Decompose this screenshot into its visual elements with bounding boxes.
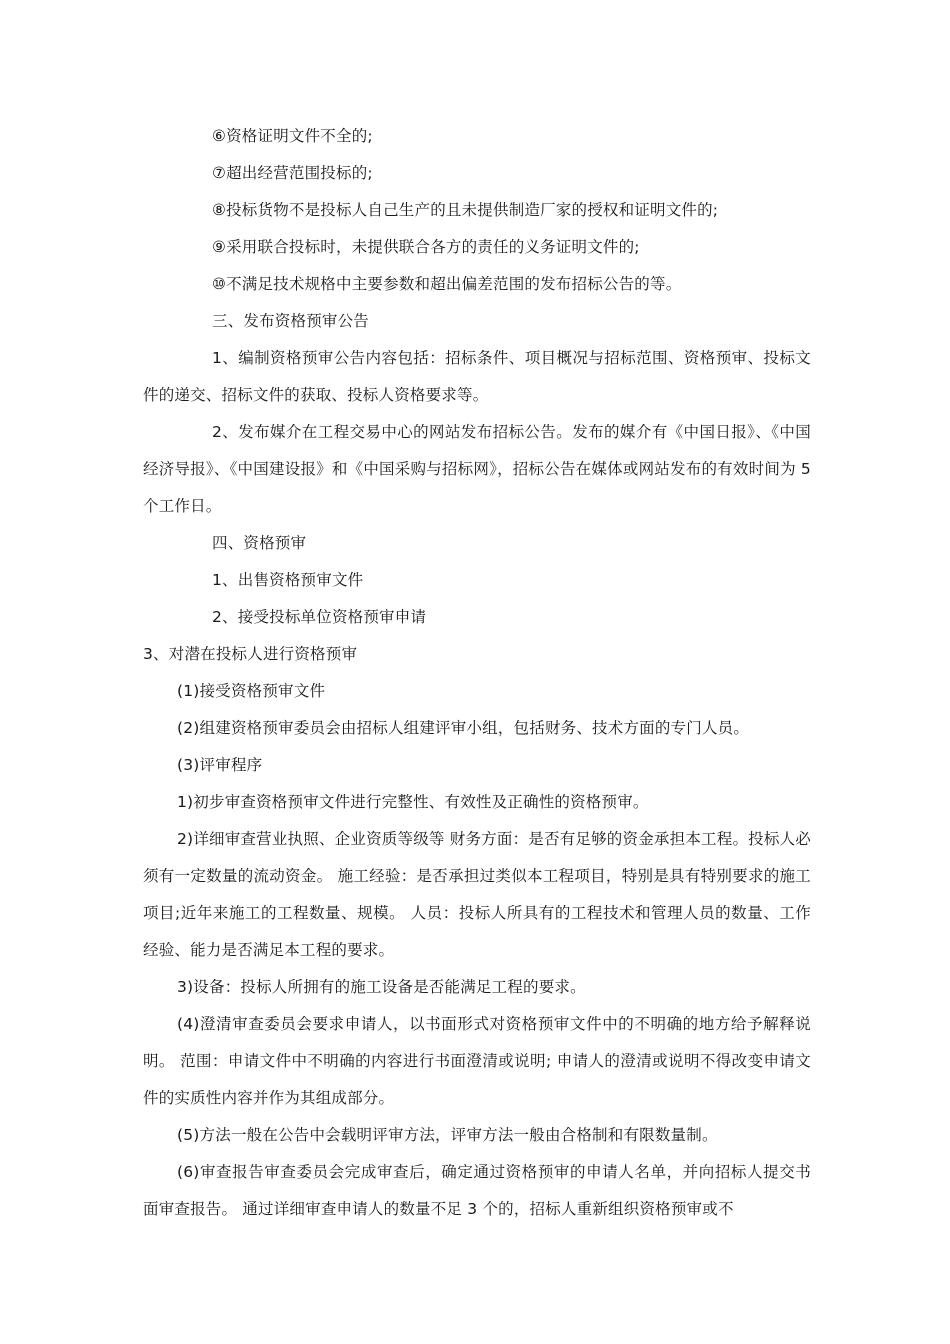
list-item-10: ⑩不满足技术规格中主要参数和超出偏差范围的发布招标公告的等。: [212, 275, 682, 293]
list-item-7: ⑦超出经营范围投标的;: [212, 164, 373, 182]
paragraph: 2、发布媒介在工程交易中心的网站发布招标公告。发布的媒介有《中国日报》、《中国经济导报》、《中国建设报》和《中国采购与招标网》，招标公告在媒体或网站发布的有效时间为 5 个工作日。: [143, 423, 811, 515]
section-heading-4: 四、资格预审: [212, 534, 307, 552]
list-item-8: ⑧投标货物不是投标人自己生产的且未提供制造厂家的授权和证明文件的;: [212, 201, 719, 219]
document-body: [143, 118, 811, 1228]
paragraph: 1)初步审查资格预审文件进行完整性、有效性及正确性的资格预审。: [177, 793, 649, 811]
list-item-6: ⑥资格证明文件不全的;: [212, 127, 373, 145]
paragraph: 3)设备：投标人所拥有的施工设备是否能满足工程的要求。: [177, 978, 586, 996]
paragraph: 1、编制资格预审公告内容包括：招标条件、项目概况与招标范围、资格预审、投标文件的递交、招标文件的获取、投标人资格要求等。: [143, 349, 811, 404]
section-heading-3: 三、发布资格预审公告: [212, 312, 370, 330]
paragraph: (4)澄清审查委员会要求申请人，以书面形式对资格预审文件中的不明确的地方给予解释说明。 范围：申请文件中不明确的内容进行书面澄清或说明; 申请人的澄清或说明不得改变申请文件的实质性内容并作为其组成部分。: [143, 1015, 811, 1107]
paragraph: (3)评审程序: [177, 756, 263, 774]
list-item-9: ⑨采用联合投标时，未提供联合各方的责任的义务证明文件的;: [212, 238, 640, 256]
paragraph: (5)方法一般在公告中会载明评审方法，评审方法一般由合格制和有限数量制。: [177, 1126, 718, 1144]
subsection-heading: 3、对潜在投标人进行资格预审: [143, 645, 358, 663]
paragraph: 1、出售资格预审文件: [212, 571, 364, 589]
paragraph: 2)详细审查营业执照、企业资质等级等 财务方面：是否有足够的资金承担本工程。投标人必须有一定数量的流动资金。 施工经验：是否承担过类似本工程项目，特别是具有特别要求的施工项目;近年来施工的工程数量、规模。 人员：投标人所具有的工程技术和管理人员的数量、工作经验、能力是否满足本工程的要求。: [143, 830, 811, 959]
paragraph: (2)组建资格预审委员会由招标人组建评审小组，包括财务、技术方面的专门人员。: [177, 719, 750, 737]
paragraph: (1)接受资格预审文件: [177, 682, 326, 700]
paragraph: 2、接受投标单位资格预审申请: [212, 608, 427, 626]
paragraph: (6)审查报告审查委员会完成审查后，确定通过资格预审的申请人名单，并向招标人提交书面审查报告。 通过详细审查申请人的数量不足 3 个的，招标人重新组织资格预审或不: [143, 1163, 811, 1218]
